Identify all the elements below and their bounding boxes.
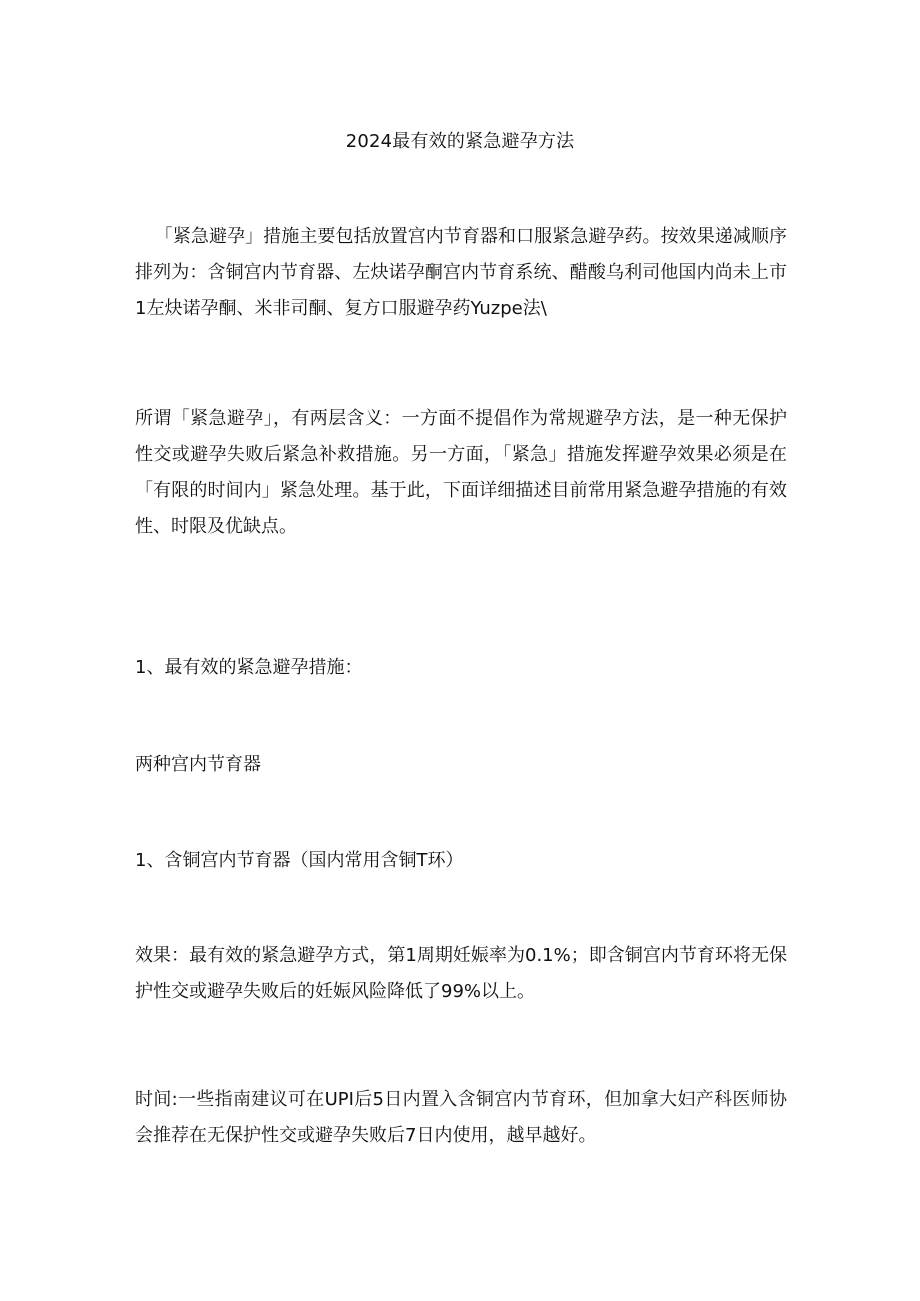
effect-paragraph: 效果：最有效的紧急避孕方式，第1周期妊娠率为0.1%；即含铜宫内节育环将无保护性交或避孕失败后的妊娠风险降低了99%以上。 — [135, 945, 787, 1002]
item-heading: 1、含铜宫内节育器（国内常用含铜T环） — [135, 850, 464, 871]
document-title: 2024最有效的紧急避孕方法 — [345, 131, 575, 152]
timing-paragraph: 时间:一些指南建议可在UPI后5日内置入含铜宫内节育环，但加拿大妇产科医师协会推荐在无保护性交或避孕失败后7日内使用，越早越好。 — [135, 1089, 787, 1146]
intro-paragraph: 「紧急避孕」措施主要包括放置宫内节育器和口服紧急避孕药。按效果递减顺序排列为：含铜宫内节育器、左炔诺孕酮宫内节育系统、醋酸乌利司他国内尚未上市1左炔诺孕酮、米非司酮、复方口服避孕药Yuzpe法\ — [135, 226, 787, 319]
subsection-heading: 两种宫内节育器 — [135, 754, 261, 775]
meaning-paragraph: 所谓「紧急避孕」，有两层含义：一方面不提倡作为常规避孕方法，是一种无保护性交或避孕失败后紧急补救措施。另一方面，「紧急」措施发挥避孕效果必须是在「有限的时间内」紧急处理。基于此，下面详细描述目前常用紧急避孕措施的有效性、时限及优缺点。 — [135, 408, 787, 537]
section-heading: 1、最有效的紧急避孕措施： — [135, 657, 363, 678]
